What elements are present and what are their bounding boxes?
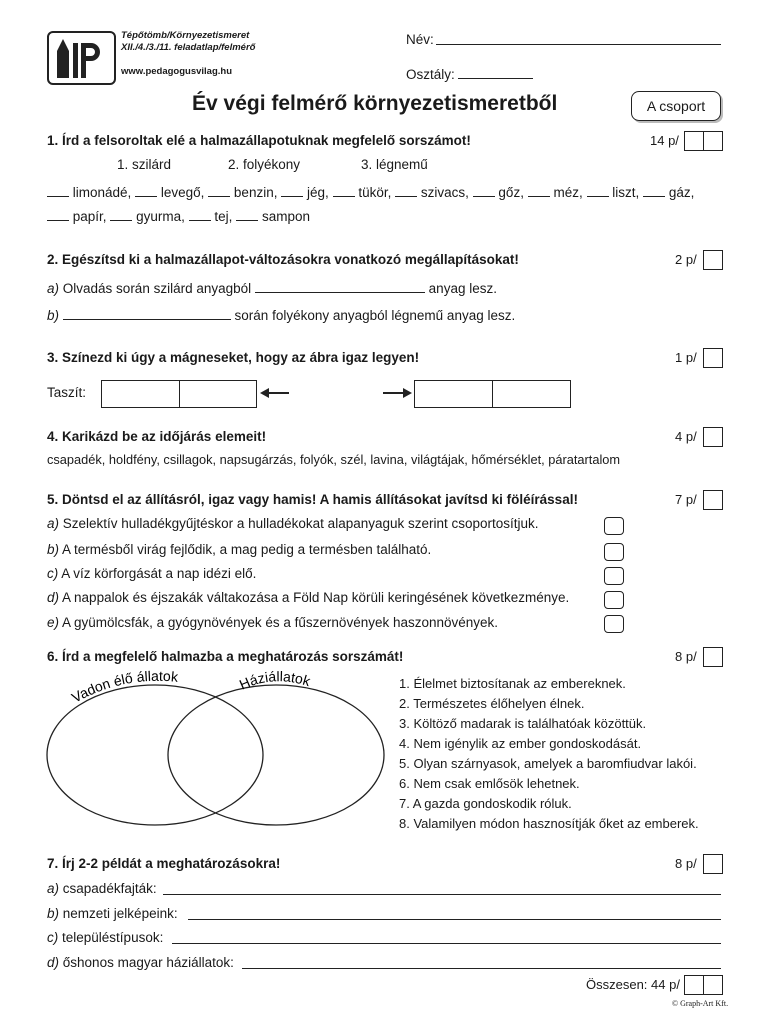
total-score-box[interactable] [684, 975, 723, 995]
source-info [121, 30, 255, 78]
list-item: levegő, [160, 185, 205, 200]
statement-label: e) [47, 615, 60, 630]
name-field[interactable] [436, 44, 721, 45]
list-item: sampon [261, 209, 310, 224]
blank[interactable] [528, 184, 550, 197]
statement-text: A víz körforgását a nap idézi elő. [61, 566, 257, 581]
list-item: papír, [72, 209, 107, 224]
item-text: őshonos magyar háziállatok: [62, 955, 234, 970]
q4-score-box[interactable] [703, 427, 723, 447]
statement-label: b) [47, 542, 60, 557]
source-line-2: XII./4./3./11. feladatlap/felmérő [121, 42, 256, 53]
q2-b [47, 307, 515, 323]
q5-title: 5. Döntsd el az állításról, igaz vagy hamis! A hamis állításokat javítsd ki föléírással! [47, 492, 578, 507]
q7-answer-line-d[interactable] [242, 968, 721, 969]
q2-score-box[interactable] [703, 250, 723, 270]
venn-label-right [237, 668, 313, 692]
venn-set-left[interactable] [47, 685, 263, 825]
statement-text: A nappalok és éjszakák váltakozása a Föld Nap körüli keringésének következménye. [62, 590, 570, 605]
definition-item: 1. Élelmet biztosítanak az embereknek. [399, 676, 626, 691]
statement-text: Szelektív hulladékgyűjtéskor a hulladékokat alapanyaguk szerint csoportosítjuk. [62, 516, 539, 531]
list-item: gáz, [668, 185, 695, 200]
q6-definitions [399, 674, 699, 834]
list-item: tej, [214, 209, 233, 224]
q7-answer-line-a[interactable] [163, 894, 721, 895]
q2-title: 2. Egészítsd ki a halmazállapot-változásokra vonatkozó megállapításokat! [47, 252, 519, 267]
source-line-1: Tépőtömb/Környezetismeret [121, 30, 250, 41]
page-title: Év végi felmérő környezetismeretből [192, 92, 558, 115]
list-item: jég, [307, 185, 329, 200]
venn-diagram [40, 665, 390, 855]
list-item: limonádé, [72, 185, 132, 200]
item-label: d) [47, 955, 60, 970]
item-text: nemzeti jelképeink: [62, 906, 178, 921]
list-item: szivacs, [420, 185, 469, 200]
q4-words[interactable]: csapadék, holdfény, csillagok, napsugárzás, folyók, szél, lavina, világtájak, hőmérséklet, páratartalom [47, 452, 621, 467]
blank[interactable] [281, 184, 303, 197]
q1-title: 1. Írd a felsoroltak elé a halmazállapotuknak megfelelő sorszámot! [47, 133, 471, 148]
q7-item-a [47, 881, 157, 896]
website: www.pedagogusvilag.hu [121, 66, 233, 77]
q5-answer-box-e[interactable] [604, 615, 624, 633]
definition-item: 2. Természetes élőhelyen élnek. [399, 696, 585, 711]
q5-answer-box-d[interactable] [604, 591, 624, 609]
definition-item: 3. Költöző madarak is találhatóak közöttük. [399, 716, 647, 731]
q5-answer-box-a[interactable] [604, 517, 624, 535]
q1-option-3: 3. légnemű [361, 157, 428, 172]
q5-answer-box-c[interactable] [604, 567, 624, 585]
blank[interactable] [135, 184, 157, 197]
q5-statement-b [47, 542, 431, 557]
q2-a-answer[interactable] [255, 280, 425, 293]
q7-answer-line-b[interactable] [188, 919, 721, 920]
q2-a-text1: Olvadás során szilárd anyagból [62, 281, 252, 296]
q4-points: 4 p/ [675, 429, 697, 444]
statement-text: A termésből virág fejlődik, a mag pedig a termésben található. [62, 542, 432, 557]
q1-points: 14 p/ [650, 133, 679, 148]
statement-label: c) [47, 566, 59, 581]
magnet-right[interactable] [414, 380, 571, 408]
q6-score-box[interactable] [703, 647, 723, 667]
q7-points: 8 p/ [675, 856, 697, 871]
magnet-left-pole-1[interactable] [102, 381, 180, 407]
blank[interactable] [587, 184, 609, 197]
q5-statement-a [47, 516, 539, 531]
q7-item-d [47, 955, 234, 970]
q5-score-box[interactable] [703, 490, 723, 510]
q2-points: 2 p/ [675, 252, 697, 267]
statement-text: A gyümölcsfák, a gyógynövények és a fűszernövények haszonnövények. [62, 615, 499, 630]
q3-score-box[interactable] [703, 348, 723, 368]
q2-b-answer[interactable] [63, 307, 231, 320]
q2-a [47, 280, 497, 296]
q7-answer-line-c[interactable] [172, 943, 721, 944]
blank[interactable] [333, 184, 355, 197]
q6-title: 6. Írd a megfelelő halmazba a meghatározás sorszámát! [47, 649, 404, 664]
blank[interactable] [189, 208, 211, 221]
venn-label-left-text: Vadon élő állatok [68, 667, 179, 706]
venn-label-left [69, 668, 180, 706]
statement-label: a) [47, 516, 60, 531]
q1-option-2: 2. folyékony [228, 157, 301, 172]
blank[interactable] [47, 184, 69, 197]
item-text: csapadékfajták: [62, 881, 157, 896]
q5-answer-box-b[interactable] [604, 543, 624, 561]
q2-a-text2: anyag lesz. [428, 281, 497, 296]
q1-option-1: 1. szilárd [117, 157, 172, 172]
q7-item-b [47, 906, 178, 921]
group-label: A csoport [646, 98, 706, 114]
name-label: Név: [406, 32, 434, 47]
arrow-right-icon [382, 385, 412, 401]
list-item: benzin, [233, 185, 278, 200]
arrow-left-icon [260, 385, 290, 401]
list-item: gőz, [498, 185, 524, 200]
logo-icon [49, 33, 114, 83]
group-badge [631, 91, 721, 121]
blank[interactable] [473, 184, 495, 197]
q3-title: 3. Színezd ki úgy a mágneseket, hogy az ábra igaz legyen! [47, 350, 420, 365]
q2-b-text: során folyékony anyagból légnemű anyag lesz. [234, 308, 516, 323]
q6-points: 8 p/ [675, 649, 697, 664]
magnet-left[interactable] [101, 380, 257, 408]
q7-title: 7. Írj 2-2 példát a meghatározásokra! [47, 856, 281, 871]
q5-statement-e [47, 615, 498, 630]
list-item: liszt, [612, 185, 640, 200]
q1-items-line2 [47, 208, 310, 224]
q5-statement-c [47, 566, 256, 581]
q3-points: 1 p/ [675, 350, 697, 365]
publisher-logo [47, 31, 116, 85]
class-field[interactable] [458, 78, 533, 79]
definition-item: 6. Nem csak emlősök lehetnek. [399, 776, 580, 791]
definition-item: 4. Nem igénylik az ember gondoskodását. [399, 736, 642, 751]
definition-item: 5. Olyan szárnyasok, amelyek a baromfiudvar lakói. [399, 756, 697, 771]
list-item: méz, [553, 185, 583, 200]
statement-label: d) [47, 590, 60, 605]
item-label: a) [47, 881, 60, 896]
venn-set-right[interactable] [168, 685, 384, 825]
q2-b-label: b) [47, 308, 60, 323]
blank[interactable] [236, 208, 258, 221]
q2-a-label: a) [47, 281, 60, 296]
blank[interactable] [110, 208, 132, 221]
q7-item-c [47, 930, 163, 945]
copyright: © Graph-Art Kft. [672, 999, 729, 1008]
definition-item: 8. Valamilyen módon hasznosítják őket az emberek. [399, 816, 699, 831]
magnet-right-pole-1[interactable] [415, 381, 493, 407]
definition-item: 7. A gazda gondoskodik róluk. [399, 796, 572, 811]
q7-score-box[interactable] [703, 854, 723, 874]
blank[interactable] [643, 184, 665, 197]
q3-repel-label: Taszít: [47, 385, 87, 400]
q1-score-box[interactable] [684, 131, 723, 151]
class-label: Osztály: [406, 67, 455, 82]
q5-points: 7 p/ [675, 492, 697, 507]
q4-title: 4. Karikázd be az időjárás elemeit! [47, 429, 267, 444]
q1-items-line1 [47, 184, 694, 200]
q5-statement-d [47, 590, 569, 605]
list-item: gyurma, [136, 209, 185, 224]
item-text: településtípusok: [62, 930, 164, 945]
blank[interactable] [395, 184, 417, 197]
blank[interactable] [47, 208, 69, 221]
total-points: Összesen: 44 p/ [586, 977, 680, 992]
item-label: c) [47, 930, 59, 945]
venn-label-right-text: Háziállatok [236, 668, 313, 693]
blank[interactable] [208, 184, 230, 197]
item-label: b) [47, 906, 60, 921]
list-item: tükör, [358, 185, 392, 200]
